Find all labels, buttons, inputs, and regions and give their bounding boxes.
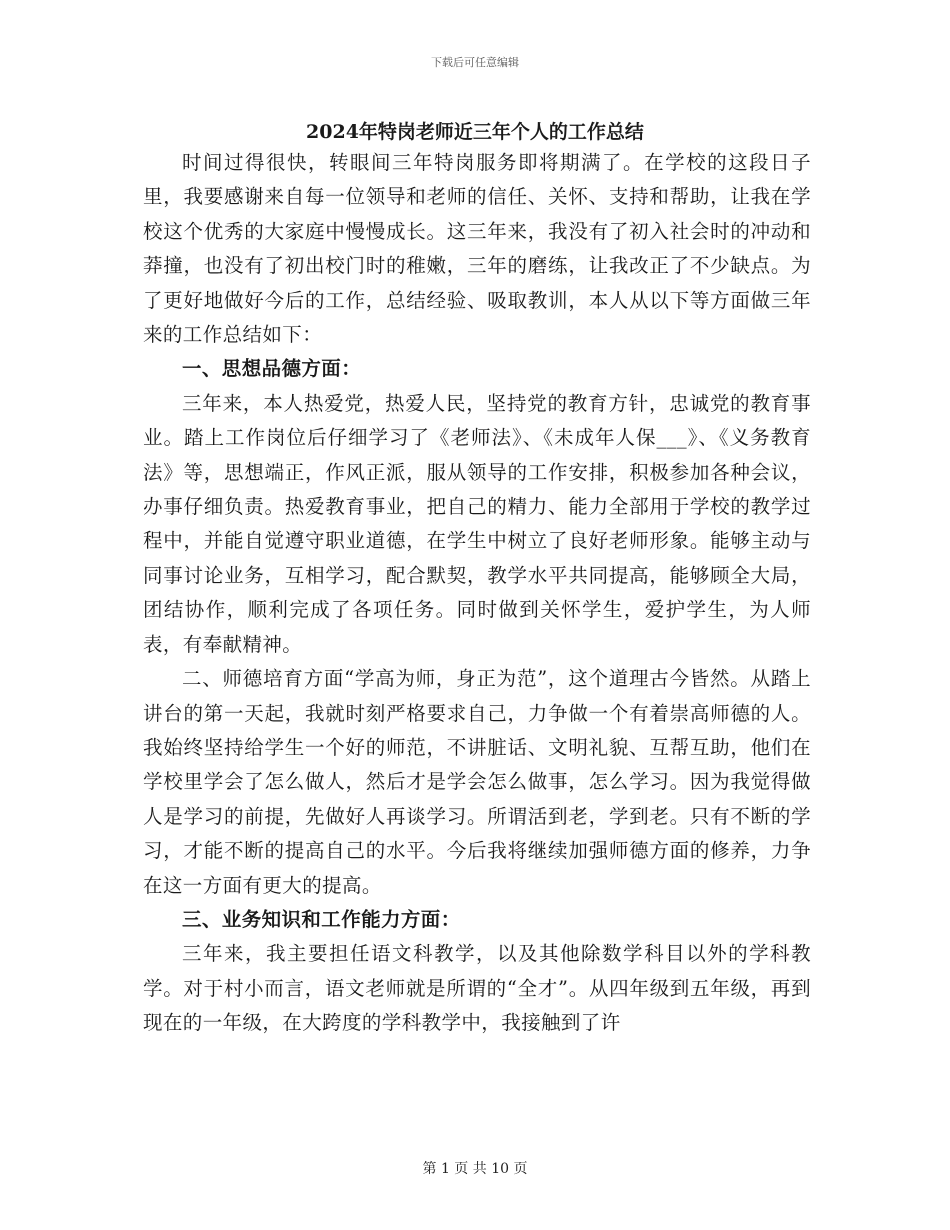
- document-body: [143, 146, 811, 1041]
- section-heading-ability: 三、业务知识和工作能力方面：: [182, 907, 461, 931]
- section-heading-moral: 一、思想品德方面：: [182, 357, 362, 381]
- paragraph-moral: 三年来，本人热爱党，热爱人民，坚持党的教育方针，忠诚党的教育事业。踏上工作岗位后仔细学习了《老师法》、《未成年人保___》、《义务教育法》等，思想端正，作风正派，服从领导的工作安排，积极参加各种会议，办事仔细负责。热爱教育事业，把自己的精力、能力全部用于学校的教学过程中，并能自觉遵守职业道德，在学生中树立了良好老师形象。能够主动与同事讨论业务，互相学习，配合默契，教学水平共同提高，能够顾全大局，团结协作，顺利完成了各项任务。同时做到关怀学生，爱护学生，为人师表，有奉献精神。: [143, 391, 811, 656]
- paragraph-ethics: 二、师德培育方面“学高为师，身正为范”，这个道理古今皆然。从踏上讲台的第一天起，我就时刻严格要求自己，力争做一个有着崇高师德的人。我始终坚持给学生一个好的师范，不讲脏话、文明礼貌、互帮互助，他们在学校里学会了怎么做人，然后才是学会怎么做事，怎么学习。因为我觉得做人是学习的前提，先做好人再谈学习。所谓活到老，学到老。只有不断的学习，才能不断的提高自己的水平。今后我将继续加强师德方面的修养，力争在这一方面有更大的提高。: [143, 667, 811, 897]
- paragraph-intro: 时间过得很快，转眼间三年特岗服务即将期满了。在学校的这段日子里，我要感谢来自每一位领导和老师的信任、关怀、支持和帮助，让我在学校这个优秀的大家庭中慢慢成长。这三年来，我没有了初入社会时的冲动和莽撞，也没有了初出校门时的稚嫩，三年的磨练，让我改正了不少缺点。为了更好地做好今后的工作，总结经验、吸取教训，本人从以下等方面做三年来的工作总结如下：: [143, 151, 811, 347]
- page-footer: 第 1 页 共 10 页: [422, 1161, 528, 1177]
- document-title: 2024年特岗老师近三年个人的工作总结: [306, 121, 644, 143]
- header-note: 下载后可任意编辑: [431, 56, 519, 69]
- paragraph-ability: 三年来，我主要担任语文科教学，以及其他除数学科目以外的学科教学。对于村小而言，语文老师就是所谓的“全才”。从四年级到五年级，再到现在的一年级，在大跨度的学科教学中，我接触到了许: [143, 942, 811, 1035]
